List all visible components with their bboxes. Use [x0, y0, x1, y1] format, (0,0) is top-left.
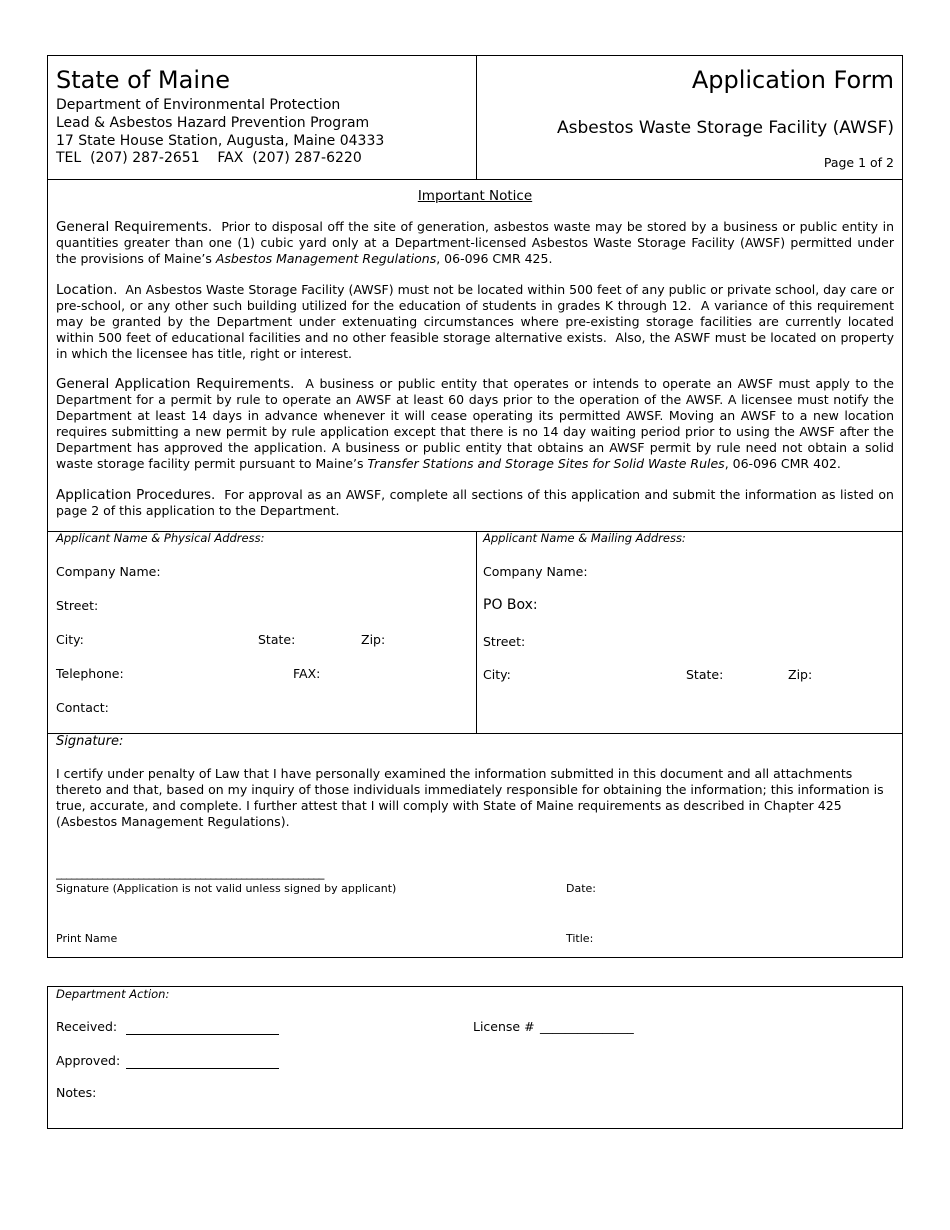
certification-text: I certify under penalty of Law that I have personally examined the information submitted in this document and all attachments thereto and that, based on my inquiry of those individuals immediately responsible for obtaining the information; this information is true, accurate, and complete. I further attest that I will comply with State of Maine requirements as described in Chapter 425 (Asbestos Management Regulations).	[56, 766, 884, 829]
application-requirements-lead: General Application Requirements.	[56, 376, 295, 392]
license-label: License #	[473, 1019, 535, 1034]
signature-date-field[interactable]: Date:	[566, 882, 596, 895]
general-requirements-lead: General Requirements.	[56, 219, 213, 235]
department-action-box	[47, 986, 903, 1129]
form-title: Application Form	[691, 66, 894, 94]
mailing-street-field[interactable]: Street:	[483, 634, 526, 649]
notice-title: Important Notice	[417, 188, 533, 204]
form-subtitle: Asbestos Waste Storage Facility (AWSF)	[557, 118, 894, 138]
mailing-po-box-field[interactable]: PO Box:	[483, 597, 538, 613]
state-title: State of Maine	[56, 66, 230, 94]
physical-contact-field[interactable]: Contact:	[56, 700, 109, 715]
department-name: Department of Environmental Protection	[56, 97, 341, 113]
department-action-heading: Department Action:	[56, 987, 170, 1001]
program-name: Lead & Asbestos Hazard Prevention Program	[56, 115, 370, 131]
physical-state-field[interactable]: State:	[258, 632, 296, 647]
mailing-company-name-field[interactable]: Company Name:	[483, 564, 588, 579]
physical-city-field[interactable]: City:	[56, 632, 84, 647]
application-procedures-lead: Application Procedures.	[56, 487, 216, 503]
physical-company-name-field[interactable]: Company Name:	[56, 564, 161, 579]
mailing-address-box	[476, 531, 903, 734]
mailing-zip-field[interactable]: Zip:	[788, 667, 813, 682]
location-lead: Location.	[56, 282, 118, 298]
signature-heading: Signature:	[56, 734, 124, 749]
received-field[interactable]	[126, 1034, 279, 1035]
page-number: Page 1 of 2	[823, 155, 894, 170]
mailing-city-field[interactable]: City:	[483, 667, 511, 682]
signer-title-field[interactable]: Title:	[566, 932, 594, 945]
print-name-field[interactable]: Print Name	[56, 932, 118, 945]
approved-field[interactable]	[126, 1068, 279, 1069]
mailing-address-heading: Applicant Name & Mailing Address:	[483, 531, 686, 545]
agency-tel-fax: TEL (207) 287-2651 FAX (207) 287-6220	[56, 150, 362, 166]
physical-zip-field[interactable]: Zip:	[361, 632, 386, 647]
agency-address: 17 State House Station, Augusta, Maine 04333	[56, 133, 385, 149]
physical-address-heading: Applicant Name & Physical Address:	[56, 531, 265, 545]
application-procedures-paragraph: Application Procedures. For approval as an AWSF, complete all sections of this application and submit the information as listed on page 2 of this application to the Department.	[56, 487, 898, 518]
received-label: Received:	[56, 1019, 118, 1034]
license-field[interactable]: _______________	[540, 1019, 634, 1034]
mailing-state-field[interactable]: State:	[686, 667, 724, 682]
signature-label: Signature (Application is not valid unless signed by applicant)	[56, 882, 397, 895]
physical-street-field[interactable]: Street:	[56, 598, 99, 613]
approved-label: Approved:	[56, 1053, 121, 1068]
general-requirements-paragraph: General Requirements. Prior to disposal off the site of generation, asbestos waste may be stored by a business or public entity in quantities greater than one (1) cubic yard only at a Department-licensed Asbestos Waste Storage Facility (AWSF) permitted under the provisions of Maine’s Asbestos Management Regulations, 06-096 CMR 425.	[56, 219, 898, 266]
physical-telephone-field[interactable]: Telephone:	[56, 666, 124, 681]
application-requirements-paragraph: General Application Requirements. A business or public entity that operates or intends to operate an AWSF must apply to the Department for a permit by rule to operate an AWSF at least 60 days prior to the operation of the AWSF. A licensee must notify the Department at least 14 days in advance whenever it will cease operating its permitted AWSF. Moving an AWSF to a new location requires submitting a new permit by rule application except that there is no 14 day waiting period prior to using the AWSF after the Department has approved the application. A business or public entity that obtains an AWSF permit by rule need not obtain a solid waste storage facility permit pursuant to Maine’s Transfer Stations and Storage Sites for Solid Waste Rules, 06-096 CMR 402.	[56, 376, 898, 471]
physical-fax-field[interactable]: FAX:	[293, 666, 321, 681]
signature-line[interactable]: ____________________________________________________	[56, 866, 324, 880]
notes-field[interactable]: Notes:	[56, 1085, 97, 1100]
location-paragraph: Location. An Asbestos Waste Storage Facility (AWSF) must not be located within 500 feet of any public or private school, day care or pre-school, or any other such building utilized for the education of students in grades K through 12. A variance of this requirement may be granted by the Department under extenuating circumstances where pre-existing storage facilities are currently located within 500 feet of educational facilities and no other feasible storage alternative exists. Also, the ASWF must be located on property in which the licensee has title, right or interest.	[56, 282, 898, 361]
